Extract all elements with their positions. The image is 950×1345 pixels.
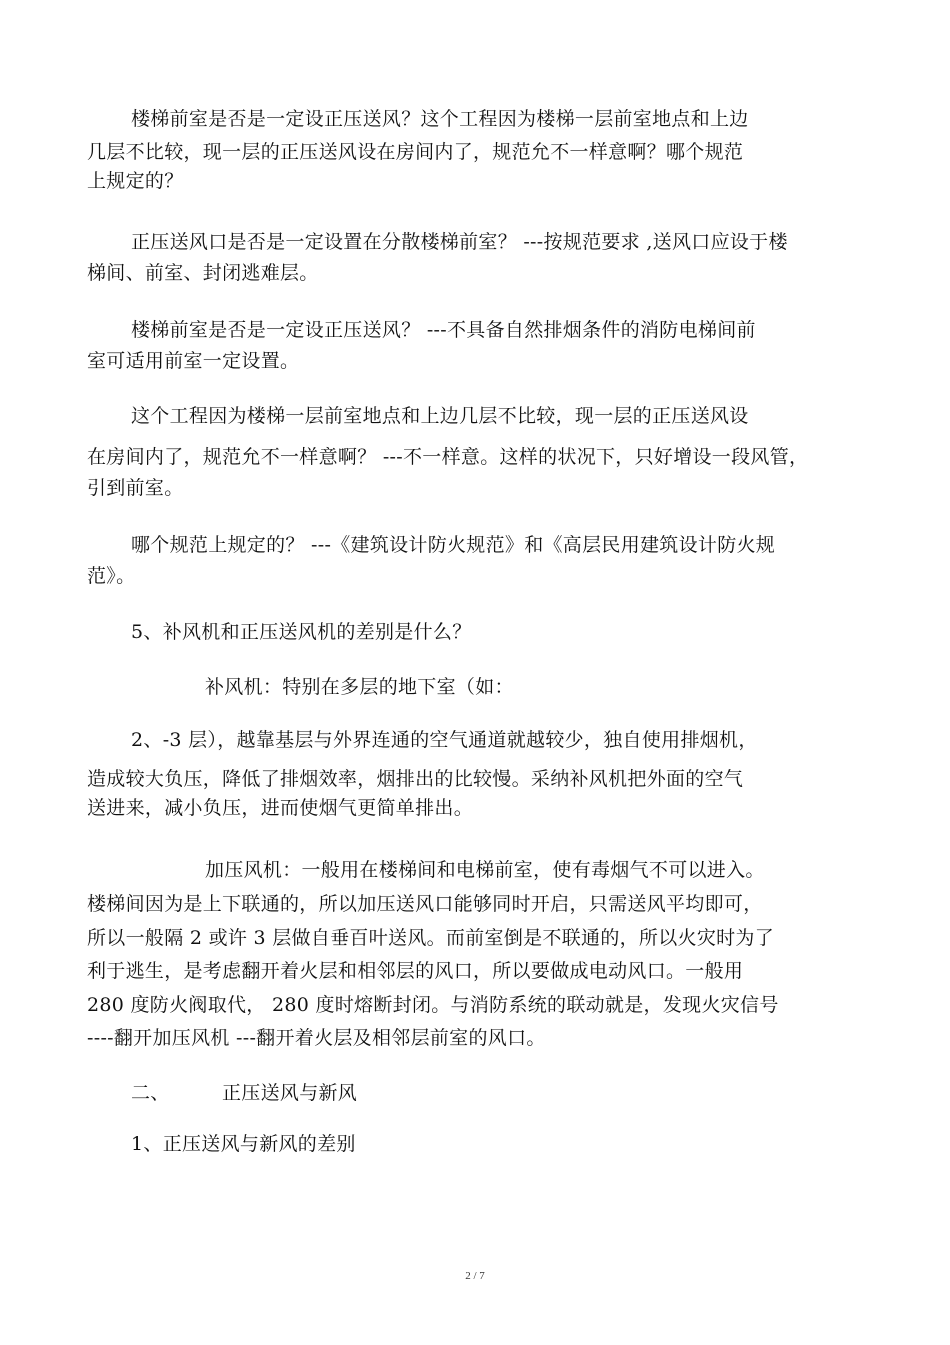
text-line: 楼梯前室是否是一定设正压送风？这个工程因为楼梯一层前室地点和上边 [131, 108, 749, 130]
text-line: 这个工程因为楼梯一层前室地点和上边几层不比较，现一层的正压送风设 [131, 405, 749, 427]
text-line: 引到前室。 [87, 477, 184, 499]
text-line: 补风机：特别在多层的地下室（如： [205, 676, 514, 698]
text-line: 加压风机：一般用在楼梯间和电梯前室，使有毒烟气不可以进入。 [205, 859, 765, 881]
text-line: 楼梯前室是否是一定设正压送风？ ---不具备自然排烟条件的消防电梯间前 [131, 319, 756, 341]
text-line: 楼梯间因为是上下联通的，所以加压送风口能够同时开启，只需送风平均即可， [87, 893, 763, 915]
text-line: 2、-3 层），越靠基层与外界连通的空气通道就越较少，独自使用排烟机， [131, 729, 758, 751]
text-line: 280 度防火阀取代， 280 度时熔断封闭。与消防系统的联动就是，发现火灾信号 [87, 994, 779, 1016]
text-line: 上规定的？ [87, 170, 184, 192]
text-line: 正压送风口是否是一定设置在分散楼梯前室？ ---按规范要求 ,送风口应设于楼 [131, 231, 788, 253]
text-line: 室可适用前室一定设置。 [87, 350, 300, 372]
section-heading: 5、补风机和正压送风机的差别是什么？ [131, 621, 472, 643]
text-line: 梯间、前室、封闭逃难层。 [87, 262, 319, 284]
text-line: 哪个规范上规定的？ ---《建筑设计防火规范》和《高层民用建筑设计防火规 [131, 534, 776, 556]
text-line: 送进来，减小负压，进而使烟气更简单排出。 [87, 797, 474, 819]
text-line: 造成较大负压，降低了排烟效率，烟排出的比较慢。采纳补风机把外面的空气 [87, 768, 744, 790]
text-line: 范》。 [87, 565, 136, 587]
subsection-heading: 1、正压送风与新风的差别 [131, 1133, 356, 1155]
section-number: 二、 [131, 1082, 170, 1104]
text-line: 利于逃生，是考虑翻开着火层和相邻层的风口，所以要做成电动风口。一般用 [87, 960, 744, 982]
text-line: 所以一般隔 2 或许 3 层做自垂百叶送风。而前室倒是不联通的，所以火灾时为了 [87, 927, 775, 949]
page-number: 2 / 7 [465, 1270, 485, 1282]
text-line: 在房间内了，规范允不一样意啊？ ---不一样意。这样的状况下，只好增设一段风管， [87, 446, 809, 468]
text-line: 几层不比较，现一层的正压送风设在房间内了，规范允不一样意啊？哪个规范 [87, 141, 744, 163]
text-line: ----翻开加压风机 ---翻开着火层及相邻层前室的风口。 [87, 1027, 546, 1049]
section-heading: 正压送风与新风 [222, 1082, 358, 1104]
